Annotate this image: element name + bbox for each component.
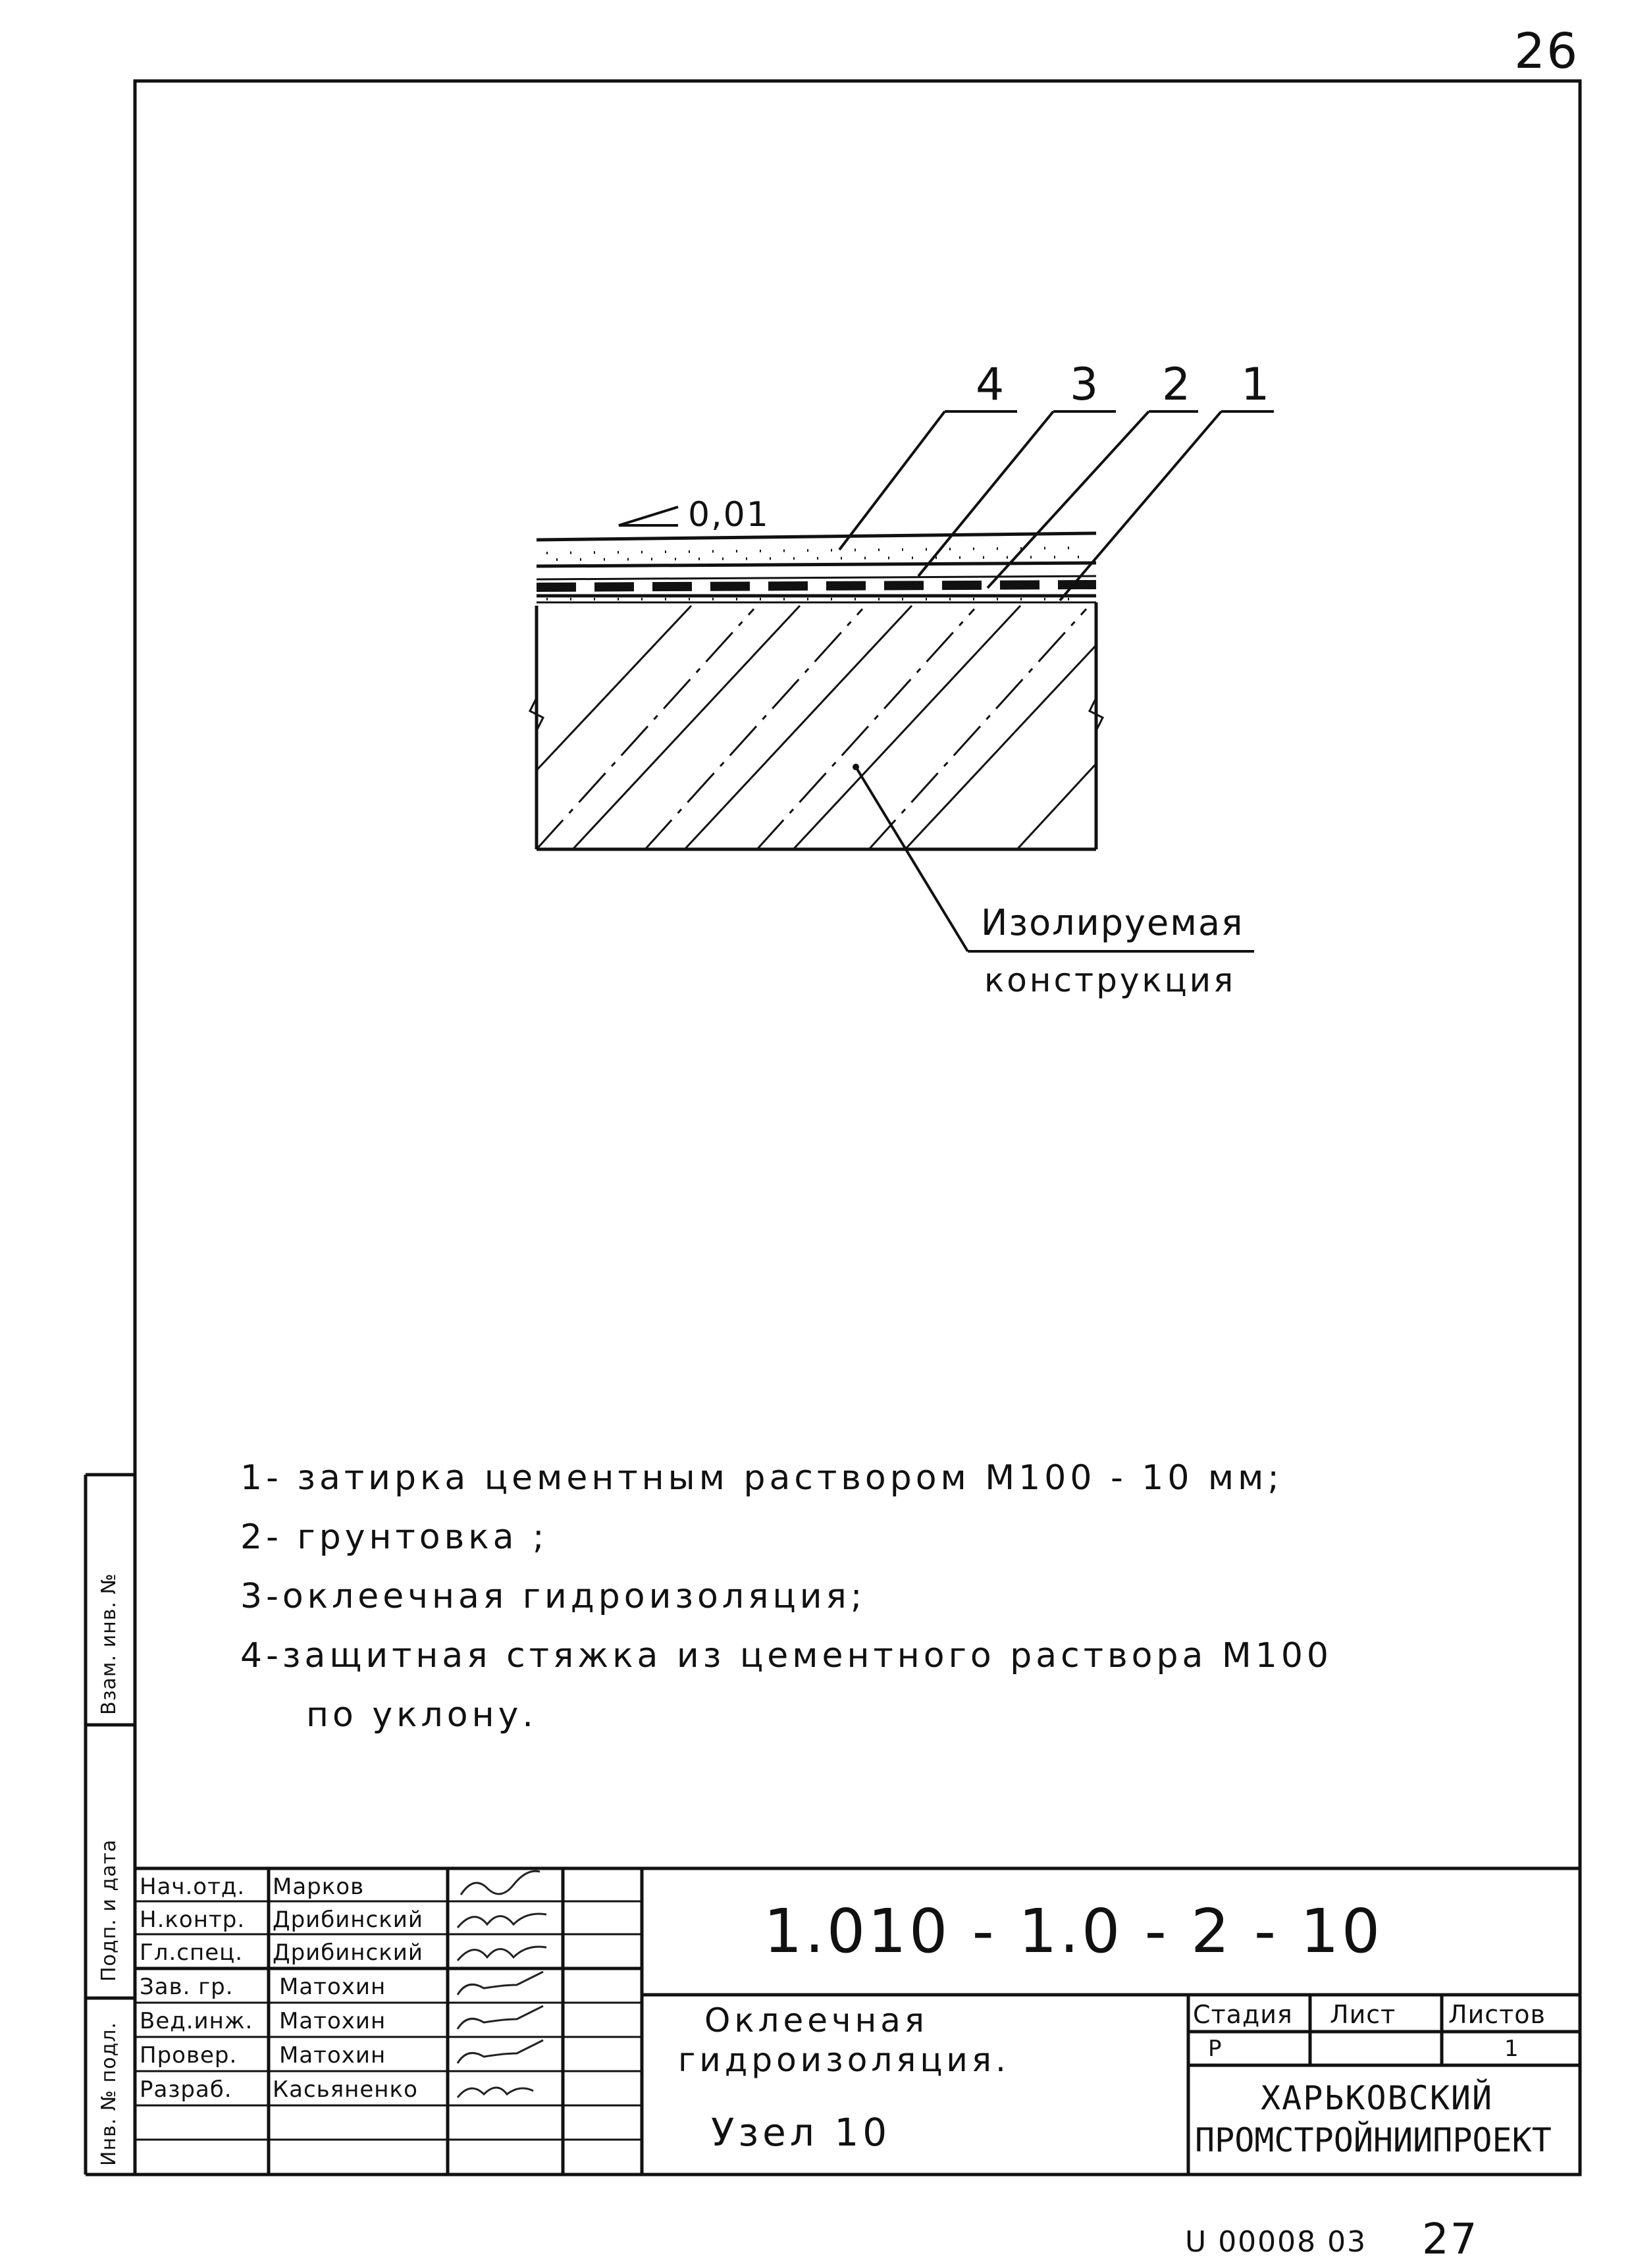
callout-2: 2 xyxy=(1162,359,1192,411)
staff-role-6: Разраб. xyxy=(140,2076,232,2103)
side-stamp-sign-date: Подп. и дата xyxy=(97,1839,120,1982)
side-stamp-inv-replace: Взам. инв. № xyxy=(97,1573,120,1715)
structure-label-line2: конструкция xyxy=(984,961,1236,999)
note-4: 4-защитная стяжка из цементного раствора М100 xyxy=(240,1636,1332,1675)
sheet-header: Лист xyxy=(1330,2000,1396,2029)
designation: 1.010 - 1.0 - 2 - 10 xyxy=(764,1896,1383,1966)
note-1: 1- затирка цементным раствором М100 - 10 мм; xyxy=(240,1458,1283,1498)
staff-name-6: Касьяненко xyxy=(273,2076,418,2103)
staff-role-5: Провер. xyxy=(140,2042,238,2069)
title-line2: гидроизоляция. xyxy=(678,2041,1010,2079)
callout-1: 1 xyxy=(1241,359,1271,411)
page-number: 26 xyxy=(1514,23,1579,80)
structure-label-line1: Изолируемая xyxy=(981,902,1244,943)
node-label: Узел 10 xyxy=(711,2110,891,2155)
slope-label: 0,01 xyxy=(688,495,770,535)
staff-name-5: Матохин xyxy=(279,2042,386,2069)
staff-name-0: Марков xyxy=(273,1874,365,1900)
stage-header: Стадия xyxy=(1193,2000,1293,2029)
callout-4: 4 xyxy=(976,359,1006,411)
staff-name-4: Матохин xyxy=(279,2008,386,2034)
note-4-cont: по уклону. xyxy=(306,1695,537,1735)
staff-role-0: Нач.отд. xyxy=(140,1874,246,1900)
signatures xyxy=(448,1868,566,2178)
org-line2: ПРОМСТРОЙНИИПРОЕКТ xyxy=(1195,2121,1552,2159)
staff-role-2: Гл.спец. xyxy=(140,1939,244,1966)
callout-3: 3 xyxy=(1070,359,1100,411)
staff-role-3: Зав. гр. xyxy=(140,1974,234,2000)
side-stamp-inv-orig: Инв. № подл. xyxy=(97,2022,120,2166)
org-line1: ХАРЬКОВСКИЙ xyxy=(1261,2079,1494,2117)
staff-name-1: Дрибинский xyxy=(273,1907,423,1933)
leader-lines xyxy=(619,411,1274,951)
note-3: 3-оклеечная гидроизоляция; xyxy=(240,1577,866,1616)
sheets-header: Листов xyxy=(1448,2000,1546,2029)
staff-name-3: Матохин xyxy=(279,1974,386,2000)
border-frame xyxy=(135,81,1580,2175)
staff-name-2: Дрибинский xyxy=(273,1939,423,1966)
staff-role-1: Н.контр. xyxy=(140,1907,246,1933)
staff-role-4: Вед.инж. xyxy=(140,2008,253,2034)
sheets-value: 1 xyxy=(1504,2036,1519,2062)
title-line1: Оклеечная xyxy=(704,2001,928,2040)
stage-value: Р xyxy=(1208,2036,1223,2062)
note-2: 2- грунтовка ; xyxy=(240,1517,548,1557)
bottom-page-number: 27 xyxy=(1422,2215,1479,2264)
hatching xyxy=(537,606,1096,849)
bottom-reference: U 00008 03 xyxy=(1185,2225,1367,2259)
